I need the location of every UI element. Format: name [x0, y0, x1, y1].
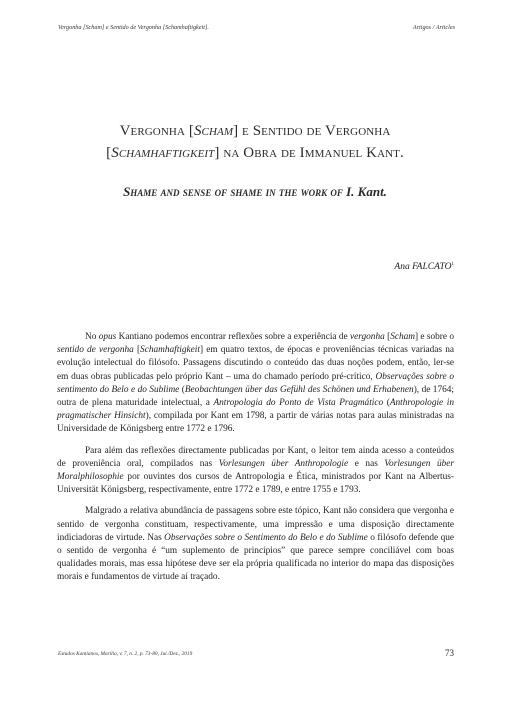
- body-paragraph: No opus Kantiano podemos encontrar reflexões sobre a experiência de vergonha [Scham] e sobre o sentido de vergonha [Schamhaftigkeit] em quatro textos, de épocas e proveniências técnicas variadas na evolução intelectual do filósofo. Passagens discutindo o conteúdo das duas noções podem, então, ler-se em duas obras publicadas pelo próprio Kant – uma do chamado período pré-crítico, Observações sobre o sentimento do Belo e do Sublime (Beobachtungen über das Gefühl des Schönen und Erhabenen), de 1764; outra de plena maturidade intelectual, a Antropologia do Ponto de Vista Pragmático (Anthropologie in pragmatischer Hinsicht), compilada por Kant em 1798, a partir de várias notas para aulas ministradas na Universidade de Königsberg entre 1772 e 1796.: [57, 332, 455, 435]
- article-title: [40, 120, 470, 164]
- body-paragraph: Para além das reflexões directamente publicadas por Kant, o leitor tem ainda acesso a conteúdos de proveniência oral, compilados nas Vorlesungen über Anthropologie e nas Vorlesungen über Moralphilosophie por ouvintes dos cursos de Antropologia e Ética, ministrados por Kant na Albertus-Universität Königsberg, respectivamente, entre 1772 e 1789, e entre 1755 e 1793.: [57, 445, 454, 496]
- running-header-right: Artigos / Articles: [412, 24, 455, 31]
- title-line-2: [Schamhaftigkeit] na Obra de Immanuel Kant.: [106, 145, 404, 161]
- footer-citation: Estudos Kantianos, Marília, v. 7, n. 2, p. 73-80, Jul./Dez., 2019: [58, 651, 193, 657]
- running-header: [58, 24, 455, 31]
- article-body: [57, 331, 454, 593]
- author-name: Ana FALCATO$^1$: [394, 262, 454, 273]
- body-paragraph: Malgrado a relativa abundância de passagens sobre este tópico, Kant não considera que vergonha e sentido de vergonha constituam, respectivamente, uma impressão e uma disposição directamente indiciadoras de virtude. Nas Observações sobre o Sentimento do Belo e do Sublime o filósofo defende que o sentido de vergonha é “um suplemento de princípios” que parece sempre conciliável com boas qualidades morais, mas essa hipótese deve ser ela própria qualificada no interior do mapa das disposições morais e fundamentos de virtude aí traçado.: [57, 506, 454, 583]
- running-header-left: Vergonha [Scham] e Sentido de Vergonha [Schamhaftigkeit].: [58, 24, 209, 31]
- article-subtitle: Shame and sense of shame in the work of I. Kant.: [123, 184, 387, 199]
- title-line-1: Vergonha [Scham] e Sentido de Vergonha: [119, 123, 391, 139]
- page-number: 73: [445, 648, 454, 658]
- footnote-marker[interactable]: 1: [451, 262, 454, 267]
